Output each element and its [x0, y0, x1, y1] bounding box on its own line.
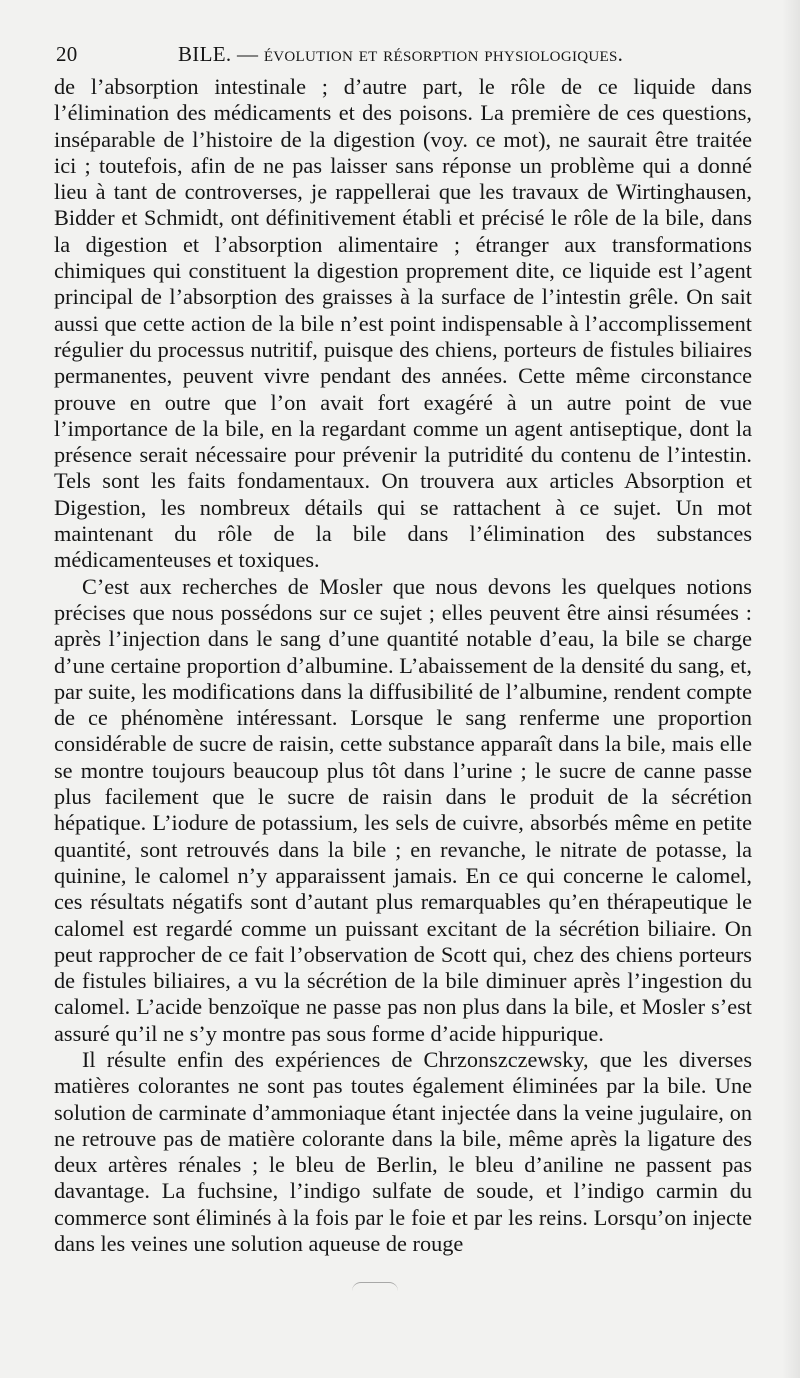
- footer-mark: [352, 1282, 398, 1291]
- page-number: 20: [56, 42, 78, 66]
- body-text: [54, 74, 752, 1257]
- paragraph-3: Il résulte enfin des expériences de Chrzonszczewsky, que les diverses matières colorantes ne sont pas toutes également éliminées par la bile. Une solution de carminate d’ammoniaque étant injectée dans la veine jugulaire, on ne retrouve pas de matière colorante dans la bile, même après la ligature des deux artères rénales ; le bleu de Berlin, le bleu d’aniline ne passent pas davantage. La fuchsine, l’indigo sulfate de soude, et l’indigo carmin du commerce sont éliminés à la fois par le foie et par les reins. Lorsqu’on injecte dans les veines une solution aqueuse de rouge: [54, 1046, 752, 1257]
- page-header: [56, 42, 756, 74]
- paragraph-1: de l’absorption intestinale ; d’autre part, le rôle de ce liquide dans l’élimination des médicaments et des poisons. La première de ces questions, inséparable de l’histoire de la digestion (voy. ce mot), ne saurait être traitée ici ; toutefois, afin de ne pas laisser sans réponse un problème qui a donné lieu à tant de controverses, je rappellerai que les travaux de Wirtinghausen, Bidder et Schmidt, ont définitivement établi et précisé le rôle de la bile, dans la digestion et l’absorption alimentaire ; étranger aux transformations chimiques qui constituent la digestion proprement dite, ce liquide est l’agent principal de l’absorption des graisses à la surface de l’intestin grêle. On sait aussi que cette action de la bile n’est point indispensable à l’accomplissement régulier du processus nutritif, puisque des chiens, porteurs de fistules biliaires permanentes, peuvent vivre pendant des années. Cette même circonstance prouve en outre que l’on avait fort exagéré à un autre point de vue l’importance de la bile, en la regardant comme un agent antiseptique, dont la présence serait nécessaire pour prévenir la putridité du contenu de l’intestin. Tels sont les faits fondamentaux. On trouvera aux articles Absorption et Digestion, les nombreux détails qui se rattachent à ce sujet. Un mot maintenant du rôle de la bile dans l’élimination des substances médicamenteuses et toxiques.: [54, 74, 752, 573]
- running-head-sub: évolution et résorption physiologiques.: [263, 42, 624, 66]
- running-head-main: BILE. —: [178, 42, 264, 66]
- running-head: [178, 42, 623, 67]
- paragraph-2: C’est aux recherches de Mosler que nous devons les quelques notions précises que nous possédons sur ce sujet ; elles peuvent être ainsi résumées : après l’injection dans le sang d’une quantité notable d’eau, la bile se charge d’une certaine proportion d’albumine. L’abaissement de la densité du sang, et, par suite, les modifications dans la diffusibilité de l’albumine, rendent compte de ce phénomène intéressant. Lorsque le sang renferme une proportion considérable de sucre de raisin, cette substance apparaît dans la bile, mais elle se montre toujours beaucoup plus tôt dans l’urine ; le sucre de canne passe plus facilement que le sucre de raisin dans le produit de la sécrétion hépatique. L’iodure de potassium, les sels de cuivre, absorbés même en petite quantité, sont retrouvés dans la bile ; en revanche, le nitrate de potasse, la quinine, le calomel n’y apparaissent jamais. En ce qui concerne le calomel, ces résultats négatifs sont d’autant plus remarquables qu’en thérapeutique le calomel est regardé comme un puissant excitant de la sécrétion biliaire. On peut rapprocher de ce fait l’observation de Scott qui, chez des chiens porteurs de fistules biliaires, a vu la sécrétion de la bile diminuer après l’ingestion du calomel. L’acide benzoïque ne passe pas non plus dans la bile, et Mosler s’est assuré qu’il ne s’y montre pas sous forme d’acide hippurique.: [54, 573, 752, 1046]
- page-edge-shadow: [782, 0, 800, 1378]
